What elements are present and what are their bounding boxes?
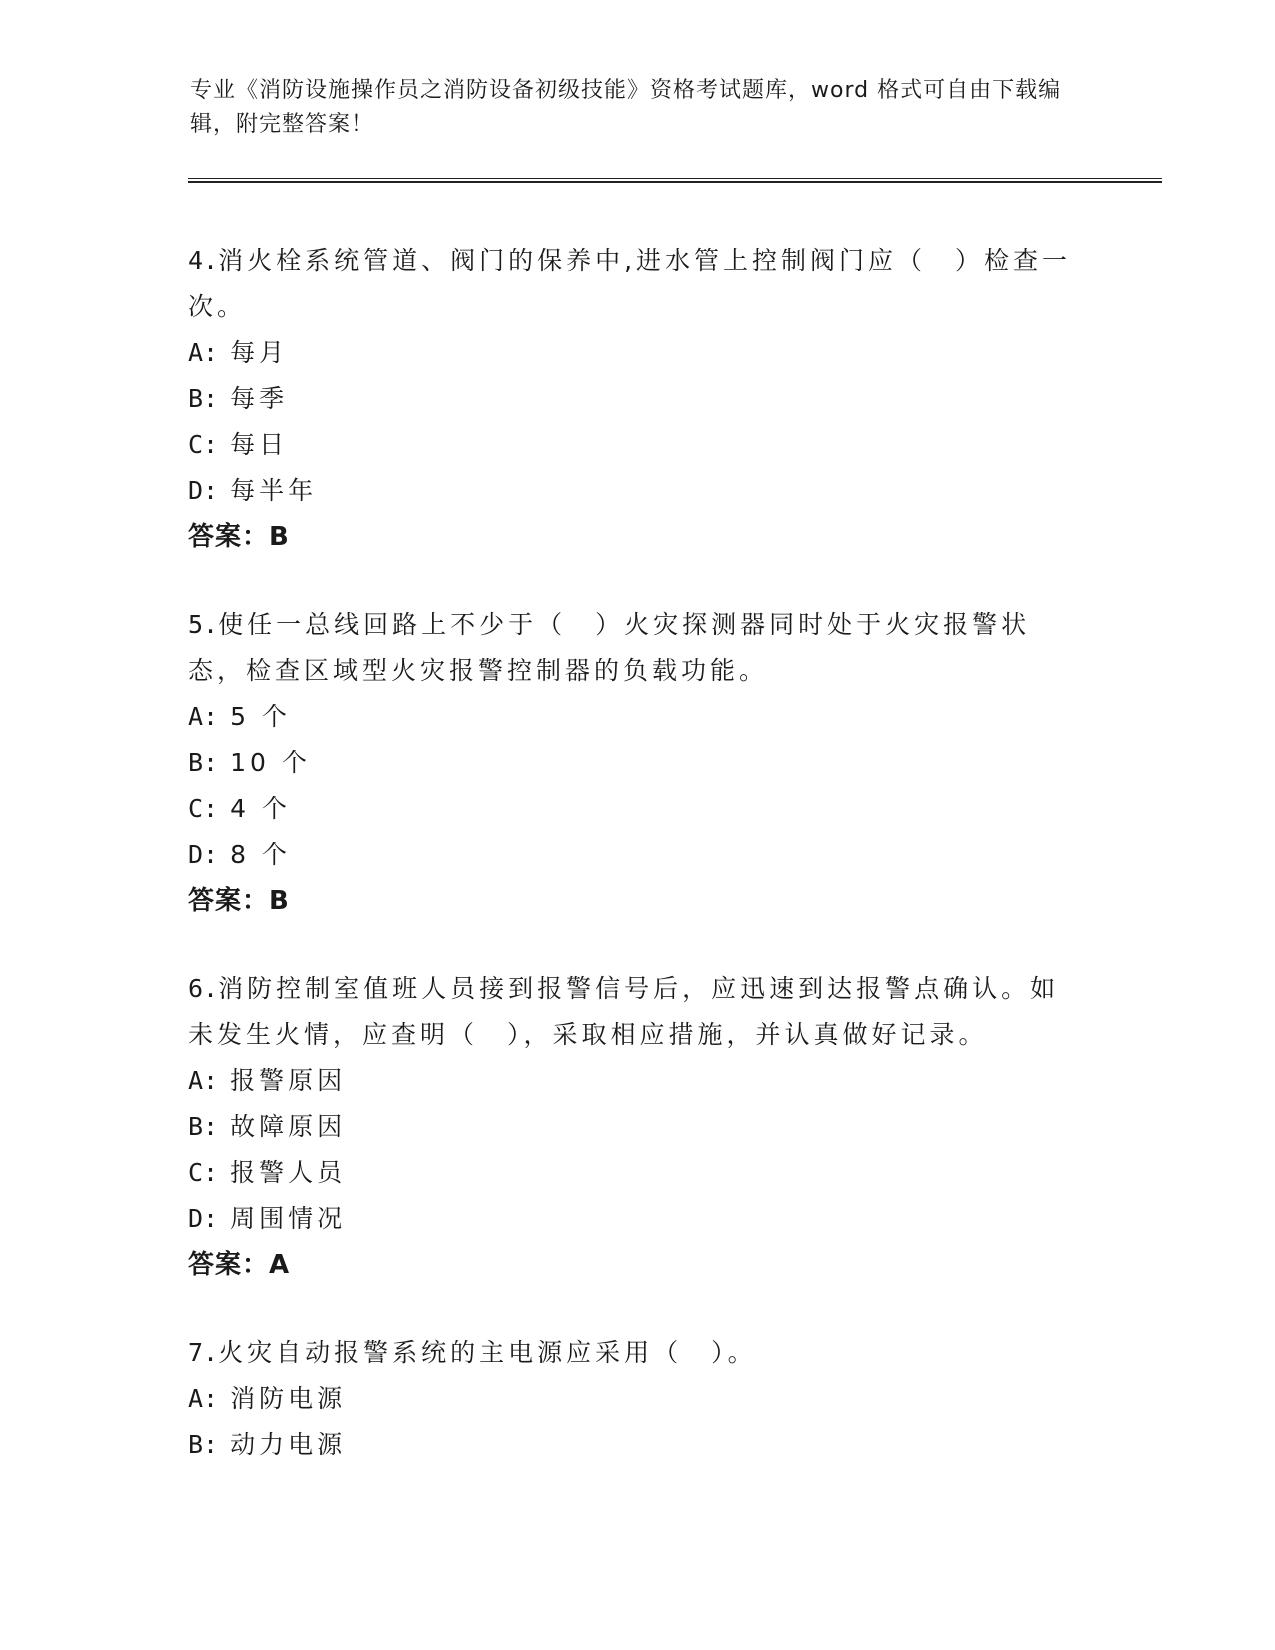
- option-b: [188, 740, 1088, 786]
- option-key: A:: [188, 338, 219, 367]
- option-value: 8 个: [230, 840, 291, 869]
- answer-line: 答案：B: [188, 886, 290, 916]
- option-value: 5 个: [230, 702, 291, 731]
- option-c: [188, 786, 1088, 832]
- question-item: [188, 238, 1088, 560]
- question-body: 消火栓系统管道、阀门的保养中,进水管上控制阀门应（ ）检查一次。: [188, 246, 1072, 321]
- question-text: [188, 602, 1088, 694]
- option-key: B:: [188, 1430, 219, 1459]
- header-divider-thin: [188, 178, 1162, 179]
- question-number: 4.: [188, 246, 219, 275]
- header-divider-thick: [188, 181, 1162, 183]
- question-text: [188, 1330, 1088, 1376]
- question-item: [188, 1330, 1088, 1468]
- option-key: C:: [188, 794, 219, 823]
- answer-line: 答案：B: [188, 522, 290, 552]
- option-value: 报警原因: [230, 1066, 347, 1095]
- question-body: 火灾自动报警系统的主电源应采用（ ）。: [218, 1338, 757, 1367]
- option-d: [188, 468, 1088, 514]
- option-key: A:: [188, 1384, 219, 1413]
- option-b: [188, 376, 1088, 422]
- option-value: 每日: [230, 430, 289, 459]
- question-body: 使任一总线回路上不少于（ ）火灾探测器同时处于火灾报警状态，检查区域型火灾报警控制器的负载功能。: [188, 610, 1031, 685]
- option-key: C:: [188, 1158, 219, 1187]
- option-value: 报警人员: [230, 1158, 347, 1187]
- option-value: 每季: [230, 384, 289, 413]
- option-value: 4 个: [230, 794, 291, 823]
- option-key: D:: [188, 840, 219, 869]
- question-number: 6.: [188, 974, 219, 1003]
- option-a: [188, 330, 1088, 376]
- answer-line: 答案：A: [188, 1250, 291, 1280]
- option-a: [188, 694, 1088, 740]
- question-text: [188, 966, 1088, 1058]
- option-value: 动力电源: [230, 1430, 347, 1459]
- question-text: [188, 238, 1088, 330]
- option-c: [188, 1150, 1088, 1196]
- option-key: D:: [188, 476, 219, 505]
- question-item: [188, 966, 1088, 1288]
- option-key: A:: [188, 1066, 219, 1095]
- option-value: 10 个: [230, 748, 311, 777]
- option-value: 周围情况: [230, 1204, 347, 1233]
- document-intro: 专业《消防设施操作员之消防设备初级技能》资格考试题库，word 格式可自由下载编辑，附完整答案！: [190, 78, 1062, 137]
- question-number: 7.: [188, 1338, 219, 1367]
- option-a: [188, 1376, 1088, 1422]
- option-key: D:: [188, 1204, 219, 1233]
- option-value: 故障原因: [230, 1112, 347, 1141]
- option-value: 消防电源: [230, 1384, 347, 1413]
- question-body: 消防控制室值班人员接到报警信号后，应迅速到达报警点确认。如未发生火情，应查明（ ），采取相应措施，并认真做好记录。: [188, 974, 1060, 1049]
- option-d: [188, 1196, 1088, 1242]
- option-key: B:: [188, 1112, 219, 1141]
- option-key: B:: [188, 748, 219, 777]
- option-value: 每半年: [230, 476, 318, 505]
- question-number: 5.: [188, 610, 219, 639]
- option-d: [188, 832, 1088, 878]
- option-key: B:: [188, 384, 219, 413]
- question-list: [188, 238, 1088, 1510]
- option-key: C:: [188, 430, 219, 459]
- question-item: [188, 602, 1088, 924]
- option-c: [188, 422, 1088, 468]
- option-key: A:: [188, 702, 219, 731]
- option-value: 每月: [230, 338, 289, 367]
- option-b: [188, 1104, 1088, 1150]
- option-a: [188, 1058, 1088, 1104]
- option-b: [188, 1422, 1088, 1468]
